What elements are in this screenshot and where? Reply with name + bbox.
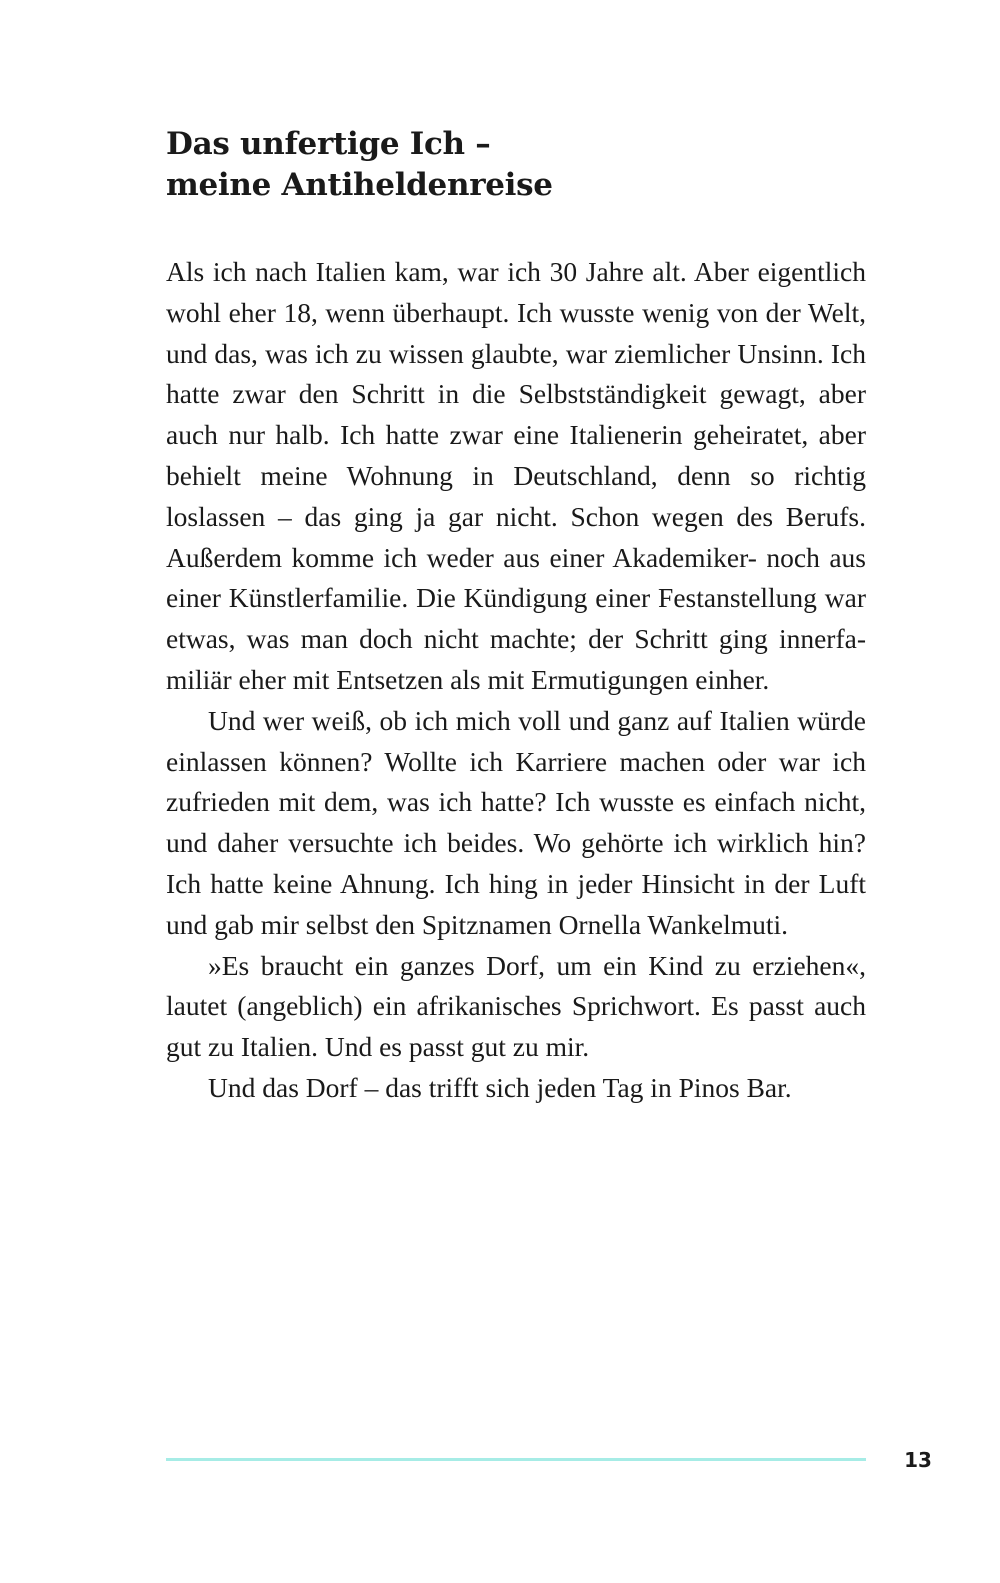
chapter-title (166, 124, 866, 206)
chapter-title-line-2: meine Antiheldenreise (166, 167, 553, 203)
footer-rule (166, 1458, 866, 1461)
body-text (166, 252, 866, 1109)
paragraph-3: »Es braucht ein ganzes Dorf, um ein Kind zu erziehen«, lautet (angeblich) ein afrikanisches Sprichwort. Es passt auch gut zu Italien. Und es passt gut zu mir. (166, 949, 866, 1063)
chapter-title-line-1: Das unfertige Ich – (166, 126, 491, 162)
paragraph-2: Und wer weiß, ob ich mich voll und ganz auf Italien würde einlassen können? Wollte ich Karriere machen oder war ich zufrieden mit dem, was ich hatte? Ich wusste es einfach nicht, und daher versuchte ich beides. Wo gehörte ich wirklich hin? Ich hatte keine Ahnung. Ich hing in jeder Hinsicht in der Luft und gab mir selbst den Spitznamen Ornella Wankelmuti. (166, 704, 866, 940)
paragraph-1: Als ich nach Italien kam, war ich 30 Jahre alt. Aber eigentlich wohl eher 18, wenn überhaupt. Ich wusste wenig von der Welt, und das, was ich zu wissen glaubte, war ziemlicher Unsinn. Ich hatte zwar den Schritt in die Selbstständigkeit gewagt, aber auch nur halb. Ich hatte zwar eine Italienerin geheiratet, aber behielt meine Wohnung in Deutschland, denn so richtig loslassen – das ging ja gar nicht. Schon wegen des Berufs. Außerdem komme ich weder aus einer Akademiker- noch aus einer Künstlerfamilie. Die Kündigung einer Festanstellung war etwas, was man doch nicht machte; der Schritt ging innerfamiliär eher mit Entsetzen als mit Ermutigungen einher. (166, 256, 866, 695)
paragraph-4: Und das Dorf – das trifft sich jeden Tag in Pinos Bar. (208, 1071, 792, 1103)
page-number: 13 (904, 1448, 932, 1472)
